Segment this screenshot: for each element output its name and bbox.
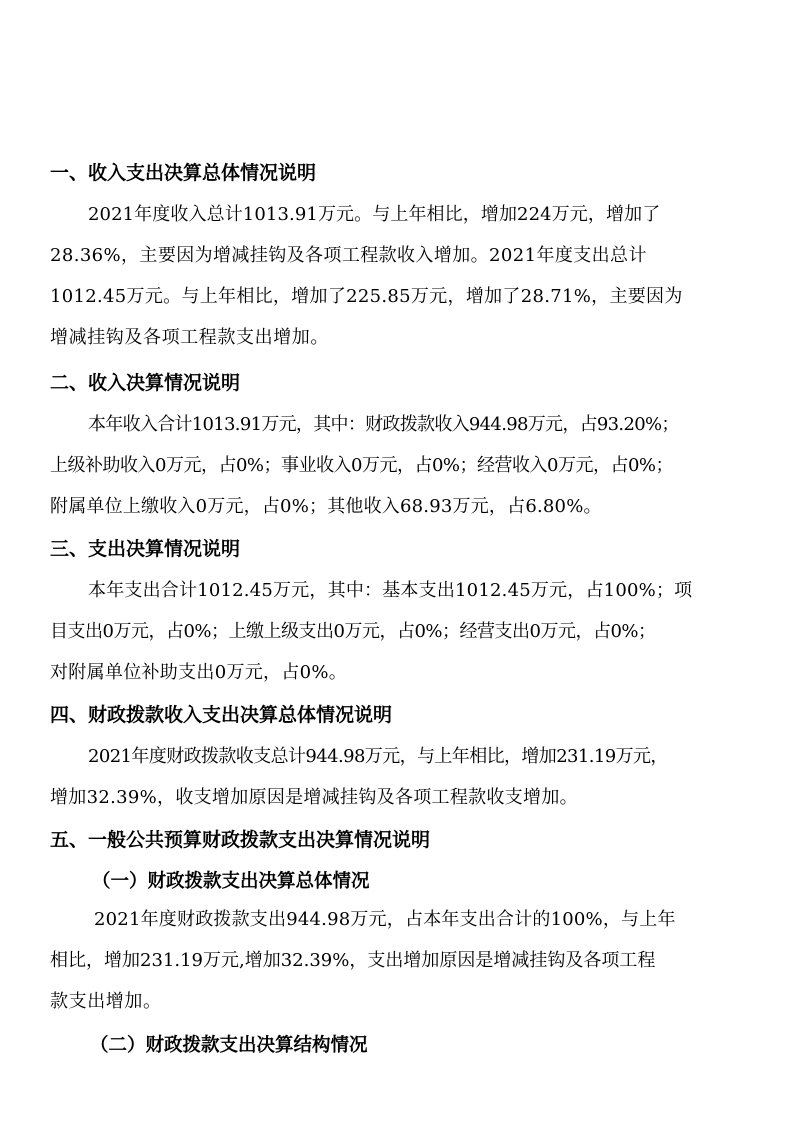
- section-2-line: 上级补助收入0万元，占0%；事业收入0万元，占0%；经营收入0万元，占0%；: [50, 455, 674, 476]
- section-3-heading: 三、支出决算情况说明: [50, 538, 241, 560]
- subsection-1-line: 2021年度财政拨款支出944.98万元，占本年支出合计的100%，与上年: [94, 909, 676, 930]
- section-1-line: 1012.45万元。与上年相比，增加了225.85万元，增加了28.71%，主要因为: [50, 286, 683, 307]
- section-3-line: 目支出0万元，占0%；上缴上级支出0万元，占0%；经营支出0万元，占0%；: [50, 621, 656, 642]
- subsection-1-line: 款支出增加。: [50, 991, 162, 1012]
- subsection-1-paragraph: [50, 899, 750, 1022]
- section-4-heading: 四、财政拨款收入支出决算总体情况说明: [50, 704, 393, 726]
- section-1-line: 增减挂钩及各项工程款支出增加。: [50, 327, 329, 348]
- section-3-line: 本年支出合计1012.45万元，其中：基本支出1012.45万元，占100%；项: [88, 580, 693, 601]
- section-2-line: 附属单位上缴收入0万元，占0%；其他收入68.93万元，占6.80%。: [50, 496, 602, 517]
- section-4-paragraph: [50, 736, 750, 818]
- section-1-line: 2021年度收入总计1013.91万元。与上年相比，增加224万元，增加了: [88, 204, 661, 225]
- section-1-paragraph: [50, 194, 750, 358]
- section-4-line: 2021年度财政拨款收支总计944.98万元，与上年相比，增加231.19万元，: [88, 746, 668, 767]
- section-2-line: 本年收入合计1013.91万元，其中：财政拨款收入944.98万元，占93.20%；: [88, 414, 679, 435]
- section-2-paragraph: [50, 404, 750, 527]
- section-1-line: 28.36%，主要因为增减挂钩及各项工程款收入增加。2021年度支出总计: [50, 245, 647, 266]
- subsection-1-line: 相比，增加231.19万元,增加32.39%，支出增加原因是增减挂钩及各项工程: [50, 950, 656, 971]
- section-3-paragraph: [50, 570, 750, 693]
- section-2-heading: 二、收入决算情况说明: [50, 372, 241, 394]
- section-3-line: 对附属单位补助支出0万元，占0%。: [50, 662, 348, 683]
- section-4-line: 增加32.39%，收支增加原因是增减挂钩及各项工程款收支增加。: [50, 787, 578, 808]
- section-5-heading: 五、一般公共预算财政拨款支出决算情况说明: [50, 829, 431, 851]
- subsection-2-heading: （二）财政拨款支出决算结构情况: [90, 1035, 368, 1056]
- subsection-1-heading: （一）财政拨款支出决算总体情况: [92, 871, 370, 892]
- section-1-heading: 一、收入支出决算总体情况说明: [50, 162, 317, 184]
